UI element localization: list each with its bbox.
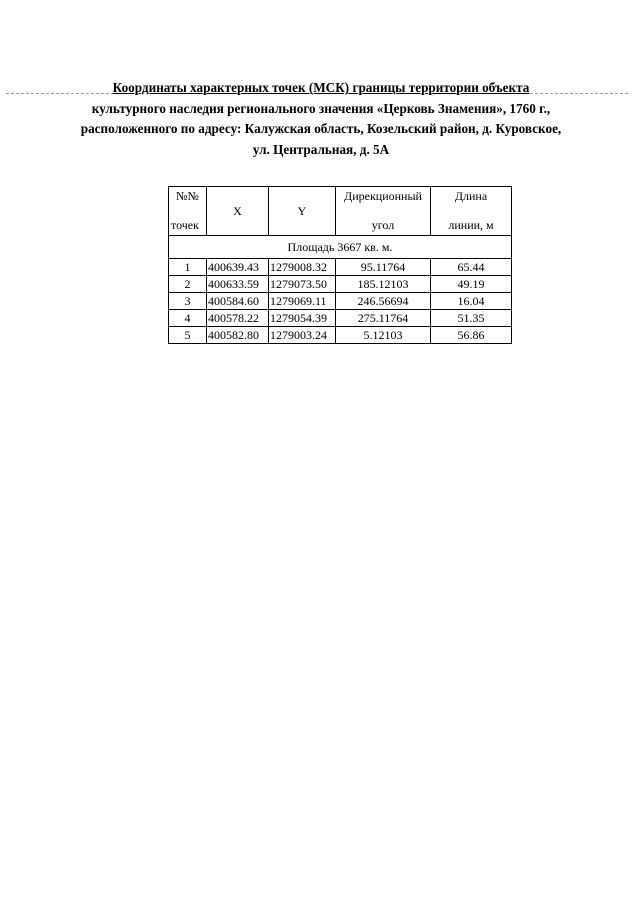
cell-y: 1279003.24 xyxy=(269,327,336,344)
table-row xyxy=(169,327,512,344)
cell-x: 400578.22 xyxy=(207,310,269,327)
cell-y: 1279054.39 xyxy=(269,310,336,327)
header-point-number xyxy=(169,187,207,236)
header-direction-angle-top: Дирекционный xyxy=(344,189,422,203)
cell-line-length: 49.19 xyxy=(431,276,512,293)
table-row xyxy=(169,259,512,276)
cell-x: 400633.59 xyxy=(207,276,269,293)
area-value: Площадь 3667 кв. м. xyxy=(169,236,512,259)
header-direction-angle xyxy=(336,187,431,236)
coordinates-table xyxy=(168,186,512,344)
cell-direction-angle: 185.12103 xyxy=(336,276,431,293)
document-heading xyxy=(40,78,602,160)
cell-x: 400639.43 xyxy=(207,259,269,276)
header-point-number-bottom: точек xyxy=(171,218,199,232)
cell-y: 1279008.32 xyxy=(269,259,336,276)
cell-point-number: 3 xyxy=(169,293,207,310)
table-row xyxy=(169,310,512,327)
cell-y: 1279069.11 xyxy=(269,293,336,310)
header-x: X xyxy=(207,187,269,236)
heading-line-3: расположенного по адресу: Калужская область, Козельский район, д. Куровское, xyxy=(80,121,562,136)
header-line-length xyxy=(431,187,512,236)
area-row xyxy=(169,236,512,259)
cell-y: 1279073.50 xyxy=(269,276,336,293)
cell-line-length: 56.86 xyxy=(431,327,512,344)
header-line-length-top: Длина xyxy=(454,189,488,203)
cell-line-length: 16.04 xyxy=(431,293,512,310)
header-direction-angle-bottom: угол xyxy=(371,218,395,232)
cell-direction-angle: 95.11764 xyxy=(336,259,431,276)
cell-direction-angle: 246.56694 xyxy=(336,293,431,310)
cell-line-length: 65.44 xyxy=(431,259,512,276)
cell-point-number: 2 xyxy=(169,276,207,293)
cell-line-length: 51.35 xyxy=(431,310,512,327)
cell-x: 400582.80 xyxy=(207,327,269,344)
cell-point-number: 1 xyxy=(169,259,207,276)
table-row xyxy=(169,276,512,293)
heading-line-1: Координаты характерных точек (МСК) границы территории объекта xyxy=(112,80,530,95)
header-y: Y xyxy=(269,187,336,236)
cell-x: 400584.60 xyxy=(207,293,269,310)
table-header-row xyxy=(169,187,512,236)
cell-point-number: 5 xyxy=(169,327,207,344)
cell-direction-angle: 275.11764 xyxy=(336,310,431,327)
header-point-number-top: №№ xyxy=(176,189,199,203)
heading-line-4: ул. Центральная, д. 5А xyxy=(252,141,390,157)
cell-point-number: 4 xyxy=(169,310,207,327)
header-line-length-bottom: линии, м xyxy=(448,218,494,232)
cell-direction-angle: 5.12103 xyxy=(336,327,431,344)
heading-line-2: культурного наследия регионального значения «Церковь Знамения», 1760 г., xyxy=(91,100,551,116)
table-row xyxy=(169,293,512,310)
